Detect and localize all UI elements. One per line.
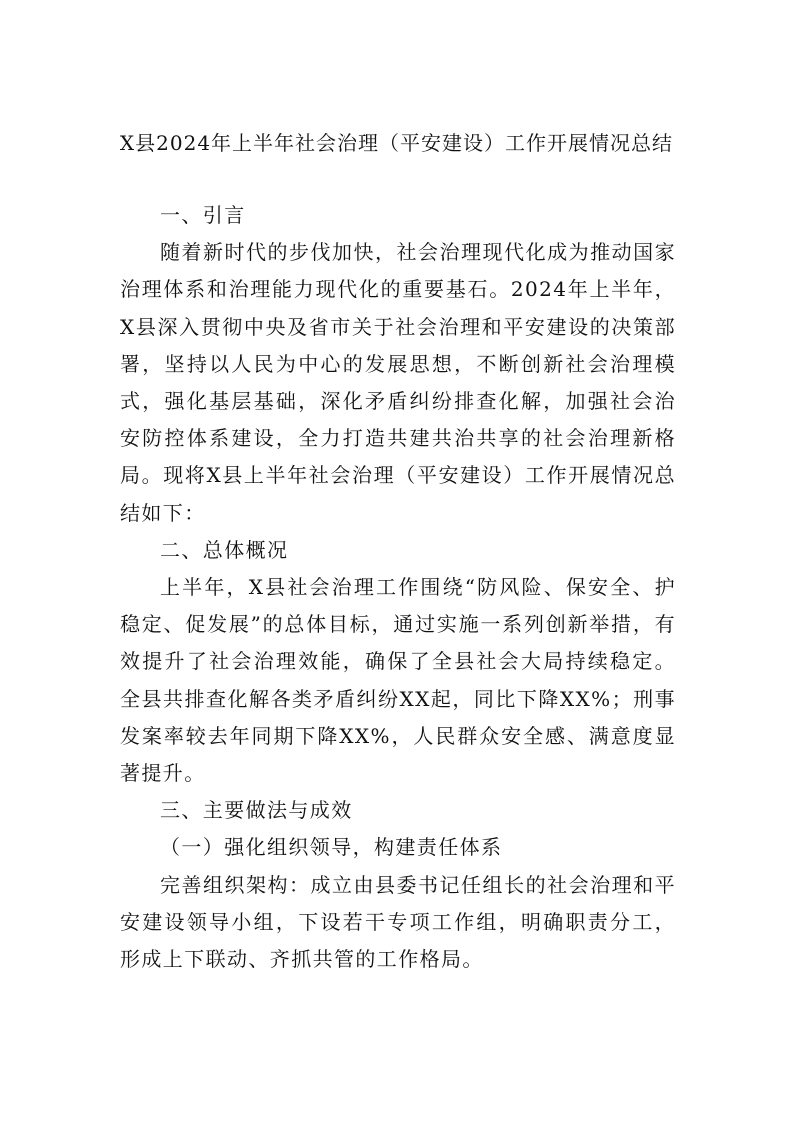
paragraph-organization: 完善组织架构：成立由县委书记任组长的社会治理和平安建设领导小组，下设若干专项工作组，明确职责分工，形成上下联动、齐抓共管的工作格局。 — [120, 872, 676, 972]
section-heading-overview: 二、总体概况 — [160, 537, 289, 562]
paragraph-introduction: 随着新时代的步伐加快，社会治理现代化成为推动国家治理体系和治理能力现代化的重要基石。2024年上半年，X县深入贯彻中央及省市关于社会治理和平安建设的决策部署，坚持以人民为中心的发展思想，不断创新社会治理模式，强化基层基础，深化矛盾纠纷排查化解，加强社会治安防控体系建设，全力打造共建共治共享的社会治理新格局。现将X县上半年社会治理（平安建设）工作开展情况总结如下： — [120, 240, 676, 525]
document-body — [120, 197, 676, 978]
section-heading-introduction: 一、引言 — [160, 203, 246, 227]
paragraph-overview: 上半年，X县社会治理工作围绕“防风险、保安全、护稳定、促发展”的总体目标，通过实施一系列创新举措，有效提升了社会治理效能，确保了全县社会大局持续稳定。全县共排查化解各类矛盾纠纷XX起，同比下降XX%；刑事发案率较去年同期下降XX%，人民群众安全感、满意度显著提升。 — [120, 575, 676, 786]
document-title: X县2024年上半年社会治理（平安建设）工作开展情况总结 — [119, 131, 674, 155]
subsection-heading-leadership: （一）强化组织领导，构建责任体系 — [160, 835, 503, 860]
section-heading-measures: 三、主要做法与成效 — [160, 798, 353, 823]
